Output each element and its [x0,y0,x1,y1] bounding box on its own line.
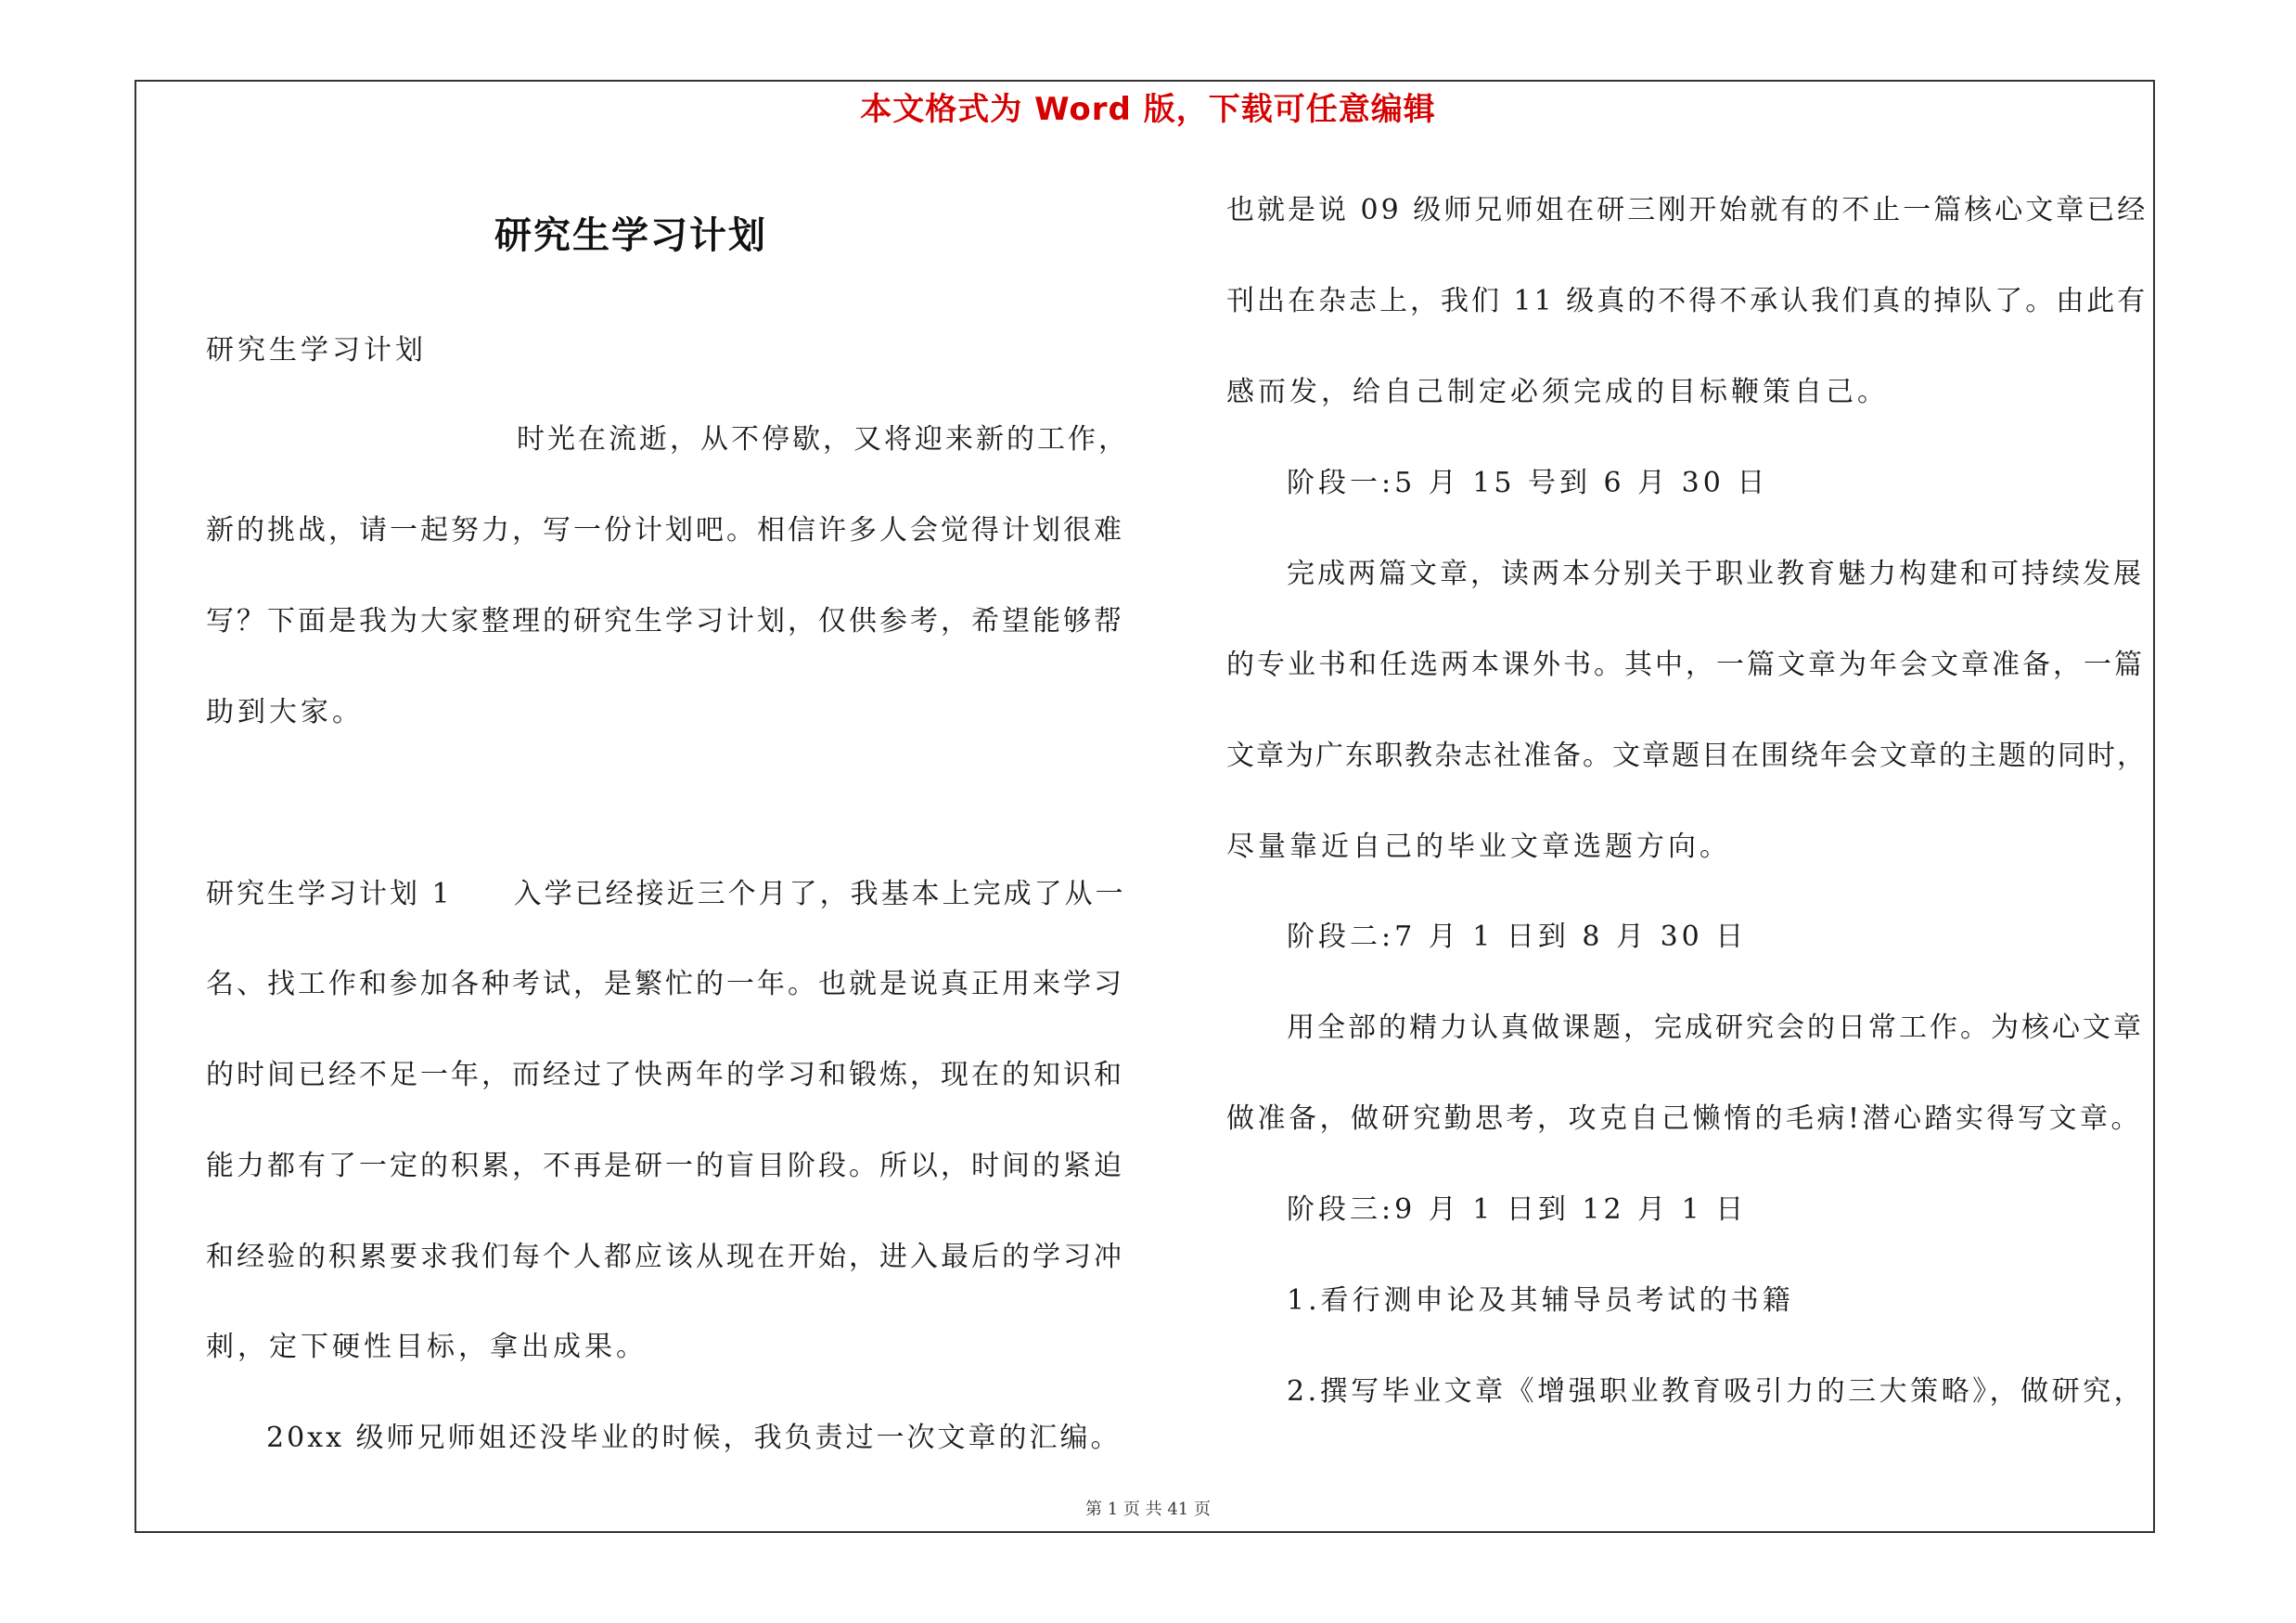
paragraph-line: 用全部的精力认真做课题，完成研究会的日常工作。为核心文章 [1287,1011,2144,1044]
paragraph-line: 助到大家。 [206,696,364,728]
paragraph-line: 的专业书和任选两本课外书。其中，一篇文章为年会文章准备，一篇 [1226,649,2145,681]
paragraph-line: 也就是说 09 级师兄师姐在研三刚开始就有的不止一篇核心文章已经 [1226,194,2148,226]
paragraph-line: 能力都有了一定的积累，不再是研一的盲目阶段。所以，时间的紧迫 [206,1150,1124,1182]
document-title: 研究生学习计划 [494,214,767,257]
paragraph-line: 和经验的积累要求我们每个人都应该从现在开始，进入最后的学习冲 [206,1241,1124,1273]
left-text-column [206,0,1134,1623]
paragraph-line: 尽量靠近自己的毕业文章选题方向。 [1226,831,1731,863]
paragraph-line: 2.撰写毕业文章《增强职业教育吸引力的三大策略》，做研究， [1287,1375,2146,1408]
format-notice-banner: 本文格式为 Word 版，下载可任意编辑 [860,91,1436,128]
paragraph-line: 1.看行测申论及其辅导员考试的书籍 [1287,1284,1794,1317]
paragraph-line: 完成两篇文章，读两本分别关于职业教育魅力构建和可持续发展 [1287,558,2144,590]
paragraph-line: 刊出在杂志上，我们 11 级真的不得不承认我们真的掉队了。由此有 [1226,285,2148,317]
paragraph-line: 阶段三:9 月 1 日到 12 月 1 日 [1287,1193,1748,1226]
paragraph-line: 阶段二:7 月 1 日到 8 月 30 日 [1287,921,1748,953]
right-text-column [1226,0,2154,1623]
page-number-footer: 第 1 页 共 41 页 [1085,1500,1211,1519]
paragraph-line: 时光在流逝，从不停歇，又将迎来新的工作， [517,423,1129,456]
paragraph-line: 20xx 级师兄师姐还没毕业的时候，我负责过一次文章的汇编。 [266,1422,1122,1454]
paragraph-line: 阶段一:5 月 15 号到 6 月 30 日 [1287,467,1769,499]
paragraph-line: 刺，定下硬性目标，拿出成果。 [206,1331,648,1363]
paragraph-line: 名、找工作和参加各种考试，是繁忙的一年。也就是说真正用来学习 [206,968,1124,1000]
paragraph-line: 研究生学习计划 [206,334,427,367]
paragraph-line: 的时间已经不足一年，而经过了快两年的学习和锻炼，现在的知识和 [206,1059,1124,1091]
paragraph-line: 新的挑战，请一起努力，写一份计划吧。相信许多人会觉得计划很难 [206,514,1124,547]
paragraph-line: 写？下面是我为大家整理的研究生学习计划，仅供参考，希望能够帮 [206,605,1124,638]
paragraph-line: 做准备，做研究勤思考，攻克自己懒惰的毛病!潜心踏实得写文章。 [1226,1102,2143,1135]
paragraph-line: 研究生学习计划 1 入学已经接近三个月了，我基本上完成了从一 [206,878,1126,910]
paragraph-line: 感而发，给自己制定必须完成的目标鞭策自己。 [1226,376,1889,408]
paragraph-line: 文章为广东职教杂志社准备。文章题目在围绕年会文章的主题的同时， [1226,740,2147,772]
